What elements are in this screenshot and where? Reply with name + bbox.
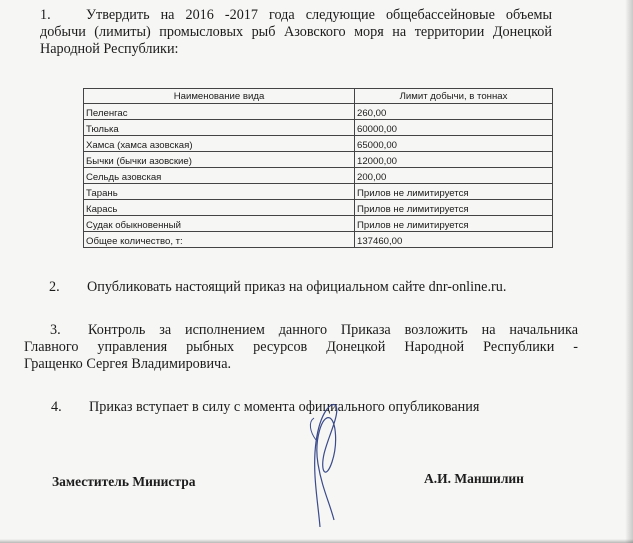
item-4-text: Приказ вступает в силу с момента официального опубликования [89, 399, 480, 415]
item-3-line-1 [50, 322, 578, 339]
species-cell: Сельдь азовская [84, 168, 355, 184]
header-species: Наименование вида [84, 89, 355, 104]
limit-cell: 65000,00 [355, 136, 553, 152]
limit-cell: 12000,00 [355, 152, 553, 168]
table-row [84, 216, 553, 232]
species-cell: Судак обыкновенный [84, 216, 355, 232]
page-bottom-shadow [0, 539, 633, 543]
item-2-number: 2. [49, 279, 60, 295]
table-row [84, 168, 553, 184]
table-row [84, 184, 553, 200]
table-row [84, 136, 553, 152]
item-1-line-1-text: Утвердить на 2016 -2017 года следующие общебассейновые объемы [86, 7, 552, 23]
limit-cell: 200,00 [355, 168, 553, 184]
species-cell: Пеленгас [84, 104, 355, 120]
total-label-cell: Общее количество, т: [84, 232, 355, 248]
species-cell: Тарань [84, 184, 355, 200]
total-value-cell: 137460,00 [355, 232, 553, 248]
limit-cell: Прилов не лимитируется [355, 184, 553, 200]
handwritten-signature [290, 392, 380, 532]
item-2-text: Опубликовать настоящий приказ на официальном сайте dnr-online.ru. [87, 279, 507, 295]
signatory-name: А.И. Маншилин [424, 471, 524, 486]
table-row [84, 200, 553, 216]
table-row [84, 120, 553, 136]
species-cell: Тюлька [84, 120, 355, 136]
item-1-number: 1. [40, 7, 51, 23]
item-1 [40, 7, 552, 24]
species-cell: Бычки (бычки азовские) [84, 152, 355, 168]
item-1-line-1 [40, 7, 552, 24]
item-4-number: 4. [51, 399, 62, 415]
limit-cell: 260,00 [355, 104, 553, 120]
item-3-number: 3. [50, 322, 61, 338]
item-2 [49, 279, 569, 296]
item-3-line-3: Гращенко Сергея Владимировича. [24, 356, 232, 372]
item-3-line-2: Главного управления рыбных ресурсов Донецкой Народной Республики - [24, 339, 578, 355]
page-edge-shadow [625, 0, 633, 543]
table-row [84, 104, 553, 120]
species-cell: Карась [84, 200, 355, 216]
limit-cell: 60000,00 [355, 120, 553, 136]
header-limit: Лимит добычи, в тоннах [355, 89, 553, 104]
limit-cell: Прилов не лимитируется [355, 216, 553, 232]
item-1-line-3: Народной Республики: [40, 41, 179, 57]
table-total-row [84, 232, 553, 248]
signatory-position: Заместитель Министра [52, 474, 196, 489]
table-header-row [84, 89, 553, 104]
item-1-line-2: добычи (лимиты) промысловых рыб Азовского моря на территории Донецкой [40, 24, 552, 40]
fishing-limits-table [83, 88, 553, 248]
item-3-line-1-text: Контроль за исполнением данного Приказа возложить на начальника [88, 322, 578, 338]
species-cell: Хамса (хамса азовская) [84, 136, 355, 152]
table-row [84, 152, 553, 168]
limit-cell: Прилов не лимитируется [355, 200, 553, 216]
